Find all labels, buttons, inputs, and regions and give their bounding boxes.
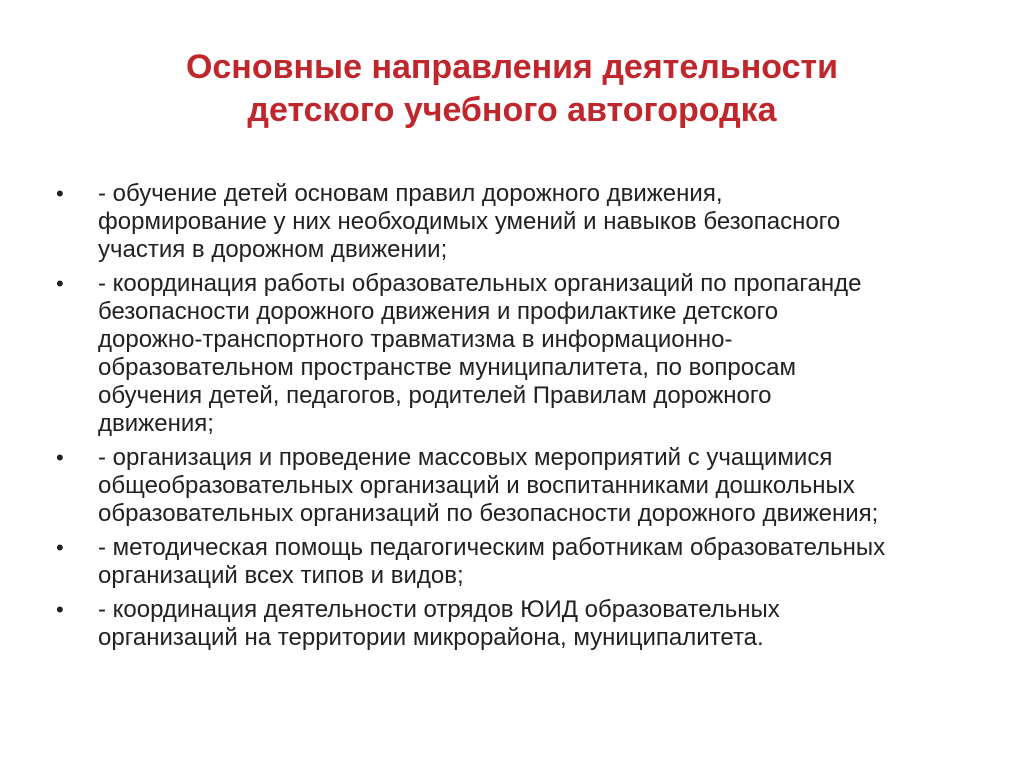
bullet-icon: • (56, 271, 64, 296)
bullet-text-line: организаций всех типов и видов; (98, 562, 464, 589)
bullet-icon: • (56, 597, 64, 622)
bullet-text-line: обучения детей, педагогов, родителей Правилам дорожного (98, 382, 772, 409)
bullet-text-line: образовательных организаций по безопасности дорожного движения; (98, 500, 879, 527)
bullet-text-line: участия в дорожном движении; (98, 236, 448, 263)
bullet-text-line: - методическая помощь педагогическим работникам образовательных (98, 534, 886, 561)
bullet-text-line: образовательном пространстве муниципалитета, по вопросам (98, 354, 796, 381)
bullet-text-line: - обучение детей основам правил дорожного движения, (98, 180, 723, 207)
bullet-item (56, 180, 976, 264)
bullet-list (56, 180, 976, 658)
bullet-text-line: безопасности дорожного движения и профилактике детского (98, 298, 779, 325)
slide-title-line: детского учебного автогородка (247, 91, 777, 129)
bullet-text (98, 270, 976, 438)
bullet-icon: • (56, 445, 64, 470)
bullet-item (56, 596, 976, 652)
bullet-text-line: формирование у них необходимых умений и навыков безопасного (98, 208, 841, 235)
bullet-text-line: - координация работы образовательных организаций по пропаганде (98, 270, 862, 297)
bullet-icon: • (56, 535, 64, 560)
slide-title-line: Основные направления деятельности (185, 48, 839, 86)
bullet-item (56, 444, 976, 528)
bullet-text (98, 534, 976, 590)
bullet-text-line: движения; (98, 410, 214, 437)
bullet-text (98, 596, 976, 652)
bullet-text-line: дорожно-транспортного травматизма в информационно- (98, 326, 733, 353)
bullet-text-line: общеобразовательных организаций и воспитанниками дошкольных (98, 472, 855, 499)
bullet-item (56, 534, 976, 590)
bullet-text (98, 180, 976, 264)
bullet-text-line: - организация и проведение массовых мероприятий с учащимися (98, 444, 833, 471)
bullet-icon: • (56, 181, 64, 206)
slide-title (60, 46, 964, 132)
bullet-text-line: - координация деятельности отрядов ЮИД образовательных (98, 596, 780, 623)
bullet-item (56, 270, 976, 438)
bullet-text-line: организаций на территории микрорайона, муниципалитета. (98, 624, 764, 651)
bullet-text (98, 444, 976, 528)
